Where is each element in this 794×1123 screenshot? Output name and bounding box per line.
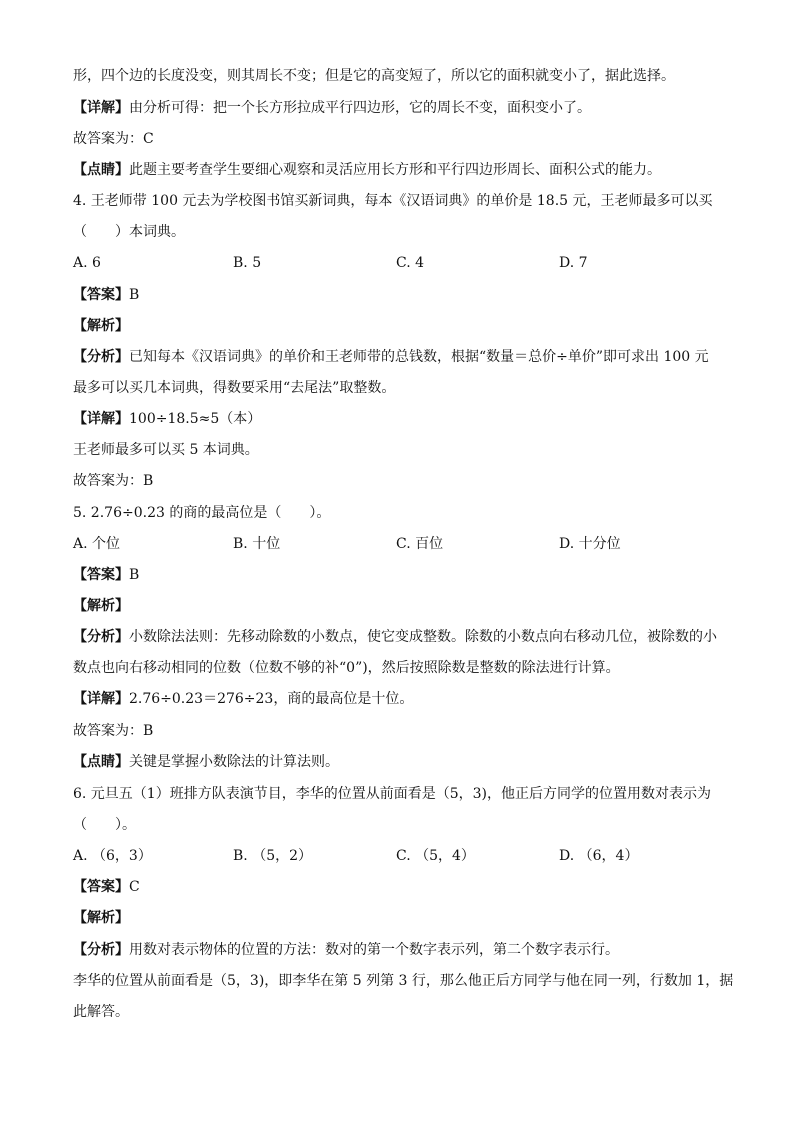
q6-option-b: B. （5，2）: [233, 848, 313, 864]
q5-option-d: D. 十分位: [559, 536, 621, 552]
q4-answer: 【答案】B: [73, 287, 140, 303]
q5-analysis-1: 【分析】小数除法法则：先移动除数的小数点，使它变成整数。除数的小数点向右移动几位，被除数的小: [73, 629, 717, 645]
q6-option-d: D. （6，4）: [559, 848, 639, 864]
q6-analysis: 【分析】用数对表示物体的位置的方法：数对的第一个数字表示列，第二个数字表示行。: [73, 942, 619, 958]
q6-option-a: A. （6，3）: [73, 848, 152, 864]
q5-analysis-2: 数点也向右移动相同的位数（位数不够的补“0”)，然后按照除数是整数的除法进行计算。: [73, 660, 620, 676]
q4-option-c: C. 4: [396, 255, 425, 271]
q5-option-c: C. 百位: [396, 536, 444, 552]
q4-analysis-heading: 【解析】: [73, 318, 129, 334]
q4-detail-line: 王老师最多可以买 5 本词典。: [73, 442, 259, 458]
remark-line: 【点睛】此题主要考查学生要细心观察和灵活应用长方形和平行四边形周长、面积公式的能力。: [73, 162, 661, 178]
q4-analysis-1: 【分析】已知每本《汉语词典》的单价和王老师带的总钱数，根据“数量＝总价÷单价”即可求出 100 元: [73, 349, 709, 365]
detail-line: 【详解】由分析可得：把一个长方形拉成平行四边形，它的周长不变，面积变小了。: [73, 100, 591, 116]
remark-tag: 【点睛】: [73, 162, 129, 178]
q5-answer: 【答案】B: [73, 567, 140, 583]
q4-analysis-2: 最多可以买几本词典，得数要采用“去尾法”取整数。: [73, 380, 396, 396]
q6-analysis-heading: 【解析】: [73, 910, 129, 926]
q4-final-answer: 故答案为：B: [73, 473, 154, 489]
q4-option-a: A. 6: [73, 255, 101, 271]
q6-explain-1: 李华的位置从前面看是（5，3)，即李华在第 5 列第 3 行，那么他正后方同学与他在同一列，行数加 1，据: [73, 973, 734, 989]
q4-option-d: D. 7: [559, 255, 588, 271]
question-6-stem: 6. 元旦五（1）班排方队表演节目，李华的位置从前面看是（5，3)，他正后方同学的位置用数对表示为: [73, 786, 711, 802]
q5-detail: 【详解】2.76÷0.23＝276÷23，商的最高位是十位。: [73, 691, 414, 707]
q5-final-answer: 故答案为：B: [73, 723, 154, 739]
text-line: 形，四个边的长度没变，则其周长不变；但是它的高变短了，所以它的面积就变小了，据此选择。: [73, 68, 675, 84]
q5-analysis-heading: 【解析】: [73, 598, 129, 614]
detail-tag: 【详解】: [73, 100, 129, 116]
q5-option-b: B. 十位: [233, 536, 281, 552]
q6-option-c: C. （5，4）: [396, 848, 475, 864]
q5-remark: 【点睛】关键是掌握小数除法的计算法则。: [73, 754, 339, 770]
question-4-stem-cont: （ ）本词典。: [73, 224, 185, 240]
question-4-stem: 4. 王老师带 100 元去为学校图书馆买新词典，每本《汉语词典》的单价是 18.5 元，王老师最多可以买: [73, 193, 713, 209]
question-5-stem: 5. 2.76÷0.23 的商的最高位是（ ）。: [73, 505, 331, 521]
question-6-stem-cont: （ ）。: [73, 817, 136, 833]
q4-option-b: B. 5: [233, 255, 262, 271]
answer-line: 故答案为：C: [73, 131, 154, 147]
q4-detail: 【详解】100÷18.5≈5（本）: [73, 411, 262, 427]
q5-option-a: A. 个位: [73, 536, 121, 552]
q6-explain-2: 此解答。: [73, 1004, 129, 1020]
q6-answer: 【答案】C: [73, 879, 140, 895]
